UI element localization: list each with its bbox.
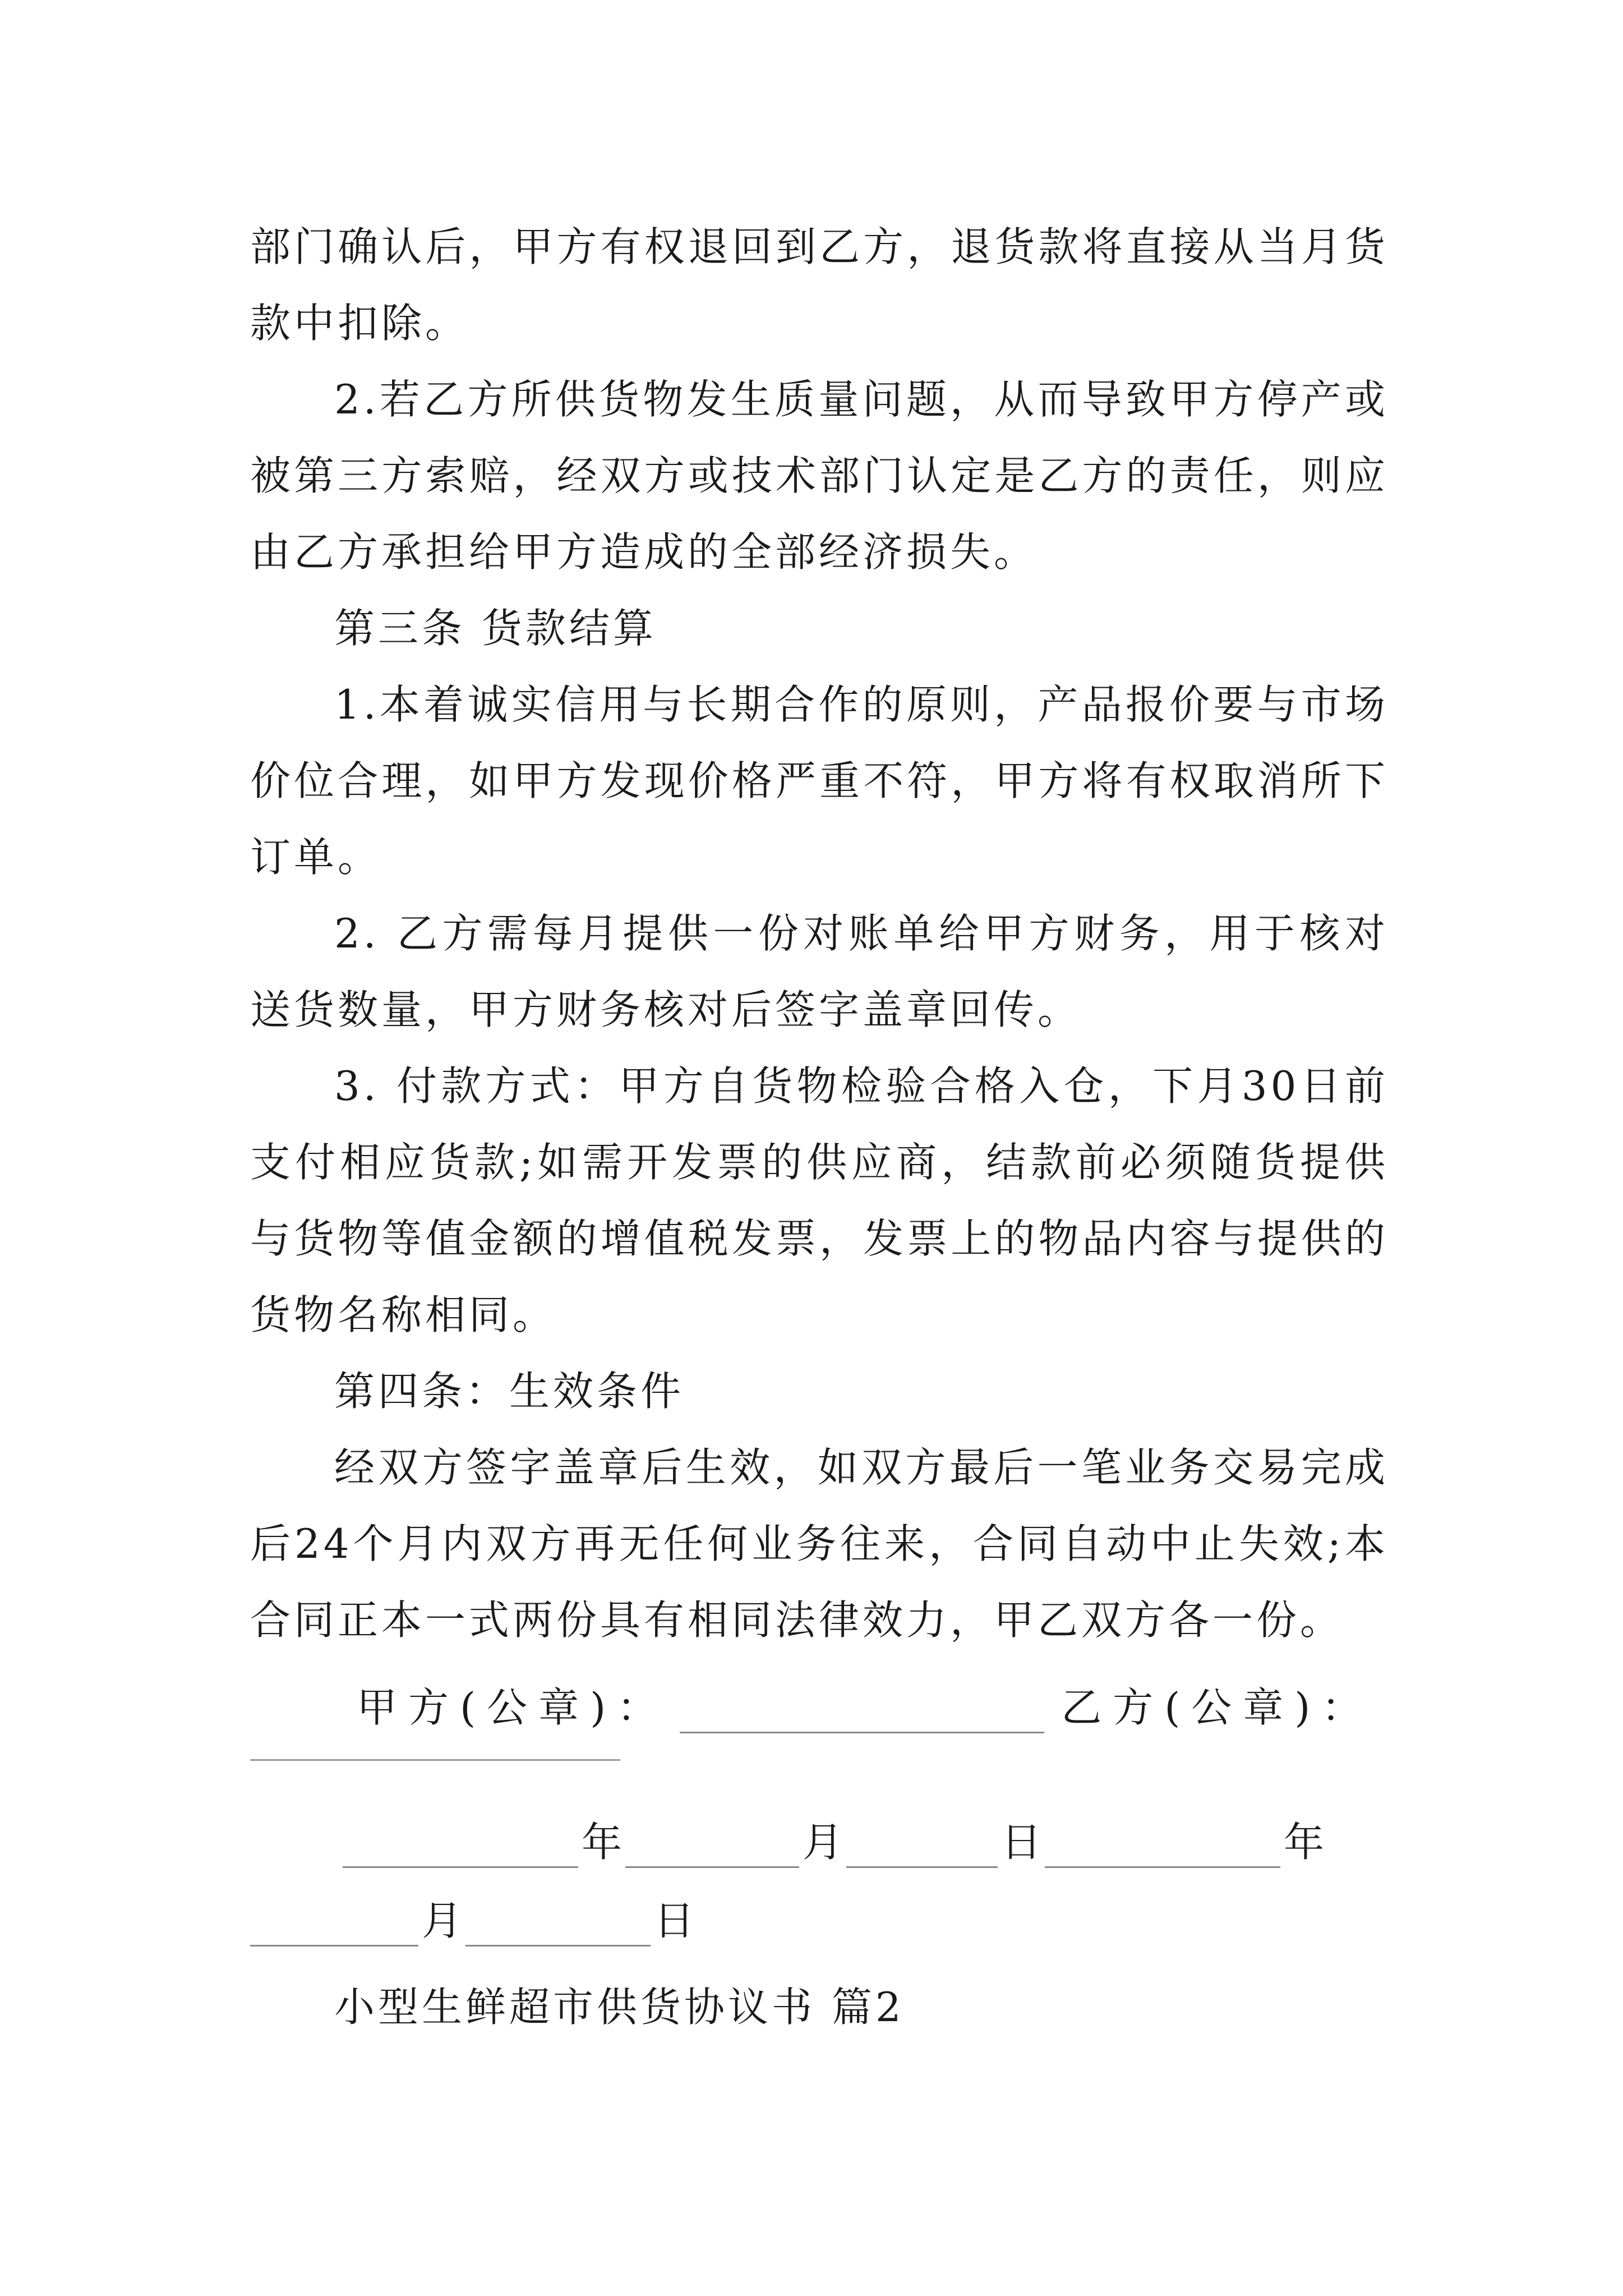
- party-a-day-blank[interactable]: [846, 1833, 998, 1868]
- party-a-year-blank[interactable]: [343, 1833, 578, 1868]
- party-a-seal-label: 甲方(公章)：: [357, 1684, 669, 1731]
- paragraph-monthly-statement: 2. 乙方需每月提供一份对账单给甲方财务，用于核对送货数量，甲方财务核对后签字盖章回传。: [250, 910, 1389, 1033]
- party-b-month-blank[interactable]: [250, 1911, 418, 1947]
- month-label: 月: [803, 1819, 843, 1866]
- paragraph-return-goods: 部门确认后，甲方有权退回到乙方，退货款将直接从当月货款中扣除。: [250, 223, 1389, 347]
- party-a-month-blank[interactable]: [625, 1833, 799, 1868]
- next-section-title: 小型生鲜超市供货协议书 篇2: [334, 1984, 905, 2031]
- party-b-signature-blank[interactable]: [250, 1759, 620, 1761]
- party-a-signature-blank[interactable]: [680, 1698, 1044, 1733]
- signature-row: [250, 1677, 1389, 1733]
- date-row-2: [250, 1890, 1389, 1947]
- date-row-1: [250, 1812, 1389, 1868]
- day-label: 日: [1001, 1819, 1042, 1866]
- party-b-seal-label: 乙方(公章)：: [1061, 1684, 1373, 1731]
- month-label-b: 月: [422, 1897, 463, 1944]
- paragraph-payment-method: 3. 付款方式：甲方自货物检验合格入仓，下月30日前支付相应货款;如需开发票的供应商，结款前必须随货提供与货物等值金额的增值税发票，发票上的物品内容与提供的货物名称相同。: [250, 1062, 1389, 1338]
- day-label-b: 日: [654, 1897, 695, 1944]
- party-b-year-blank[interactable]: [1045, 1833, 1280, 1868]
- paragraph-effective-conditions: 经双方签字盖章后生效，如双方最后一笔业务交易完成后24个月内双方再无任何业务往来，合同自动中止失效;本合同正本一式两份具有相同法律效力，甲乙双方各一份。: [250, 1444, 1389, 1644]
- paragraph-pricing-principle: 1.本着诚实信用与长期合作的原则，产品报价要与市场价位合理，如甲方发现价格严重不符，甲方将有权取消所下订单。: [250, 681, 1389, 881]
- article-three-heading: 第三条 货款结算: [334, 605, 657, 652]
- document-body: [250, 209, 1389, 1658]
- article-four-heading: 第四条：生效条件: [334, 1368, 685, 1415]
- party-b-day-blank[interactable]: [465, 1911, 651, 1947]
- year-label: 年: [582, 1819, 623, 1866]
- year-label-b: 年: [1284, 1819, 1325, 1866]
- paragraph-quality-liability: 2.若乙方所供货物发生质量问题，从而导致甲方停产或被第三方索赔，经双方或技术部门认定是乙方的责任，则应由乙方承担给甲方造成的全部经济损失。: [250, 376, 1389, 576]
